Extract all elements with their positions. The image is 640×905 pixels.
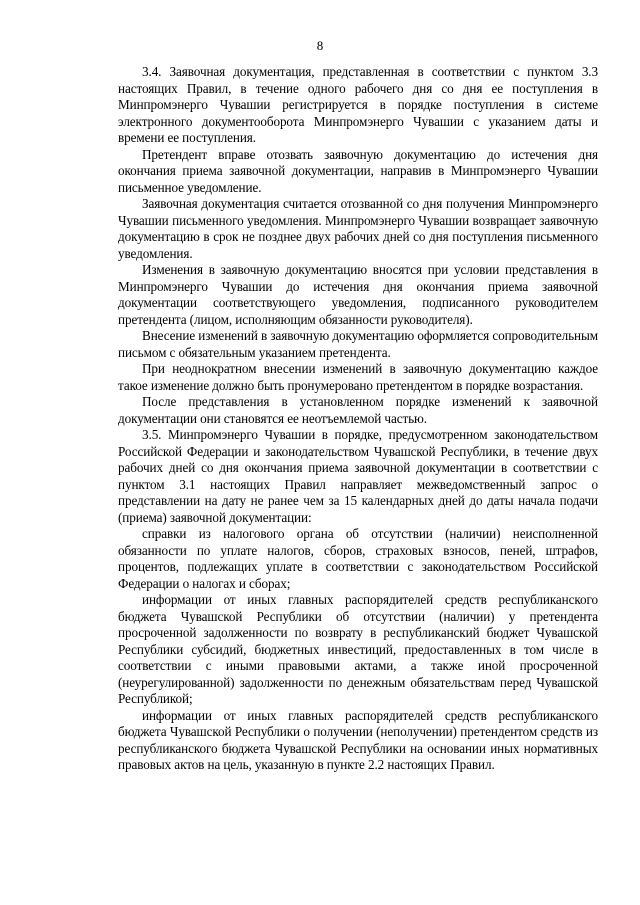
page-number: 8: [316, 38, 324, 53]
list-item-funds-receipt-info: информации от иных главных распорядителей средств республиканского бюджета Чувашской Республики о получении (неполучении) претендентом средств из республиканского бюджета Чувашской Республики на основании иных нормативных правовых актов на цель, указанную в пункте 2.2 настоящих Правил.: [118, 707, 598, 772]
paragraph-3-5: 3.5. Минпромэнерго Чувашии в порядке, предусмотренном законодательством Российской Федерации и законодательством Чувашской Республики, в течение двух рабочих дней со дня окончания приема заявочной документации в соответствии с пунктом 3.1 настоящих Правил направляет межведомственный запрос о представлении на дату не ранее чем за 15 календарных дней до даты начала подачи (приема) заявочной документации:: [118, 427, 598, 525]
list-item-overdue-debt-info: информации от иных главных распорядителей средств республиканского бюджета Чувашской Республики об отсутствии (наличии) у претендента просроченной задолженности по возврату в республиканский бюджет Чувашской Республики субсидий, бюджетных инвестиций, предоставленных в том числе в соответствии с иными правовыми актами, а также иной просроченной (неурегулированной) задолженности по денежным обязательствам перед Чувашской Республикой;: [118, 592, 598, 706]
body-text: [118, 64, 598, 774]
paragraph-changes-cover-letter: Внесение изменений в заявочную документацию оформляется сопроводительным письмом с обязательным указанием претендента.: [118, 328, 598, 360]
paragraph-changes-numbering: При неоднократном внесении изменений в заявочную документацию каждое такое изменение должно быть пронумеровано претендентом в порядке возрастания.: [118, 361, 598, 393]
paragraph-changes-integral: После представления в установленном порядке изменений к заявочной документации они становятся ее неотъемлемой частью.: [118, 394, 598, 426]
list-item-tax-certificate: справки из налогового органа об отсутствии (наличии) неисполненной обязанности по уплате налогов, сборов, страховых взносов, пеней, штрафов, процентов, подлежащих уплате в соответствии с законодательством Российской Федерации о налогах и сборах;: [118, 526, 598, 591]
paragraph-withdrawn-status: Заявочная документация считается отозванной со дня получения Минпромэнерго Чувашии письменного уведомления. Минпромэнерго Чувашии возвращает заявочную документацию в срок не позднее двух рабочих дней со дня поступления письменного уведомления.: [118, 196, 598, 261]
paragraph-3-4: 3.4. Заявочная документация, представленная в соответствии с пунктом 3.3 настоящих Правил, в течение одного рабочего дня со дня ее поступления в Минпромэнерго Чувашии регистрируется в порядке поступления в системе электронного документооборота Минпромэнерго Чувашии с указанием даты и времени ее поступления.: [118, 64, 598, 145]
paragraph-changes-submission: Изменения в заявочную документацию вносятся при условии представления в Минпромэнерго Чувашии до истечения дня окончания приема заявочной документации соответствующего уведомления, подписанного руководителем претендента (лицом, исполняющим обязанности руководителя).: [118, 262, 598, 327]
paragraph-withdraw-right: Претендент вправе отозвать заявочную документацию до истечения дня окончания приема заявочной документации, направив в Минпромэнерго Чувашии письменное уведомление.: [118, 146, 598, 195]
